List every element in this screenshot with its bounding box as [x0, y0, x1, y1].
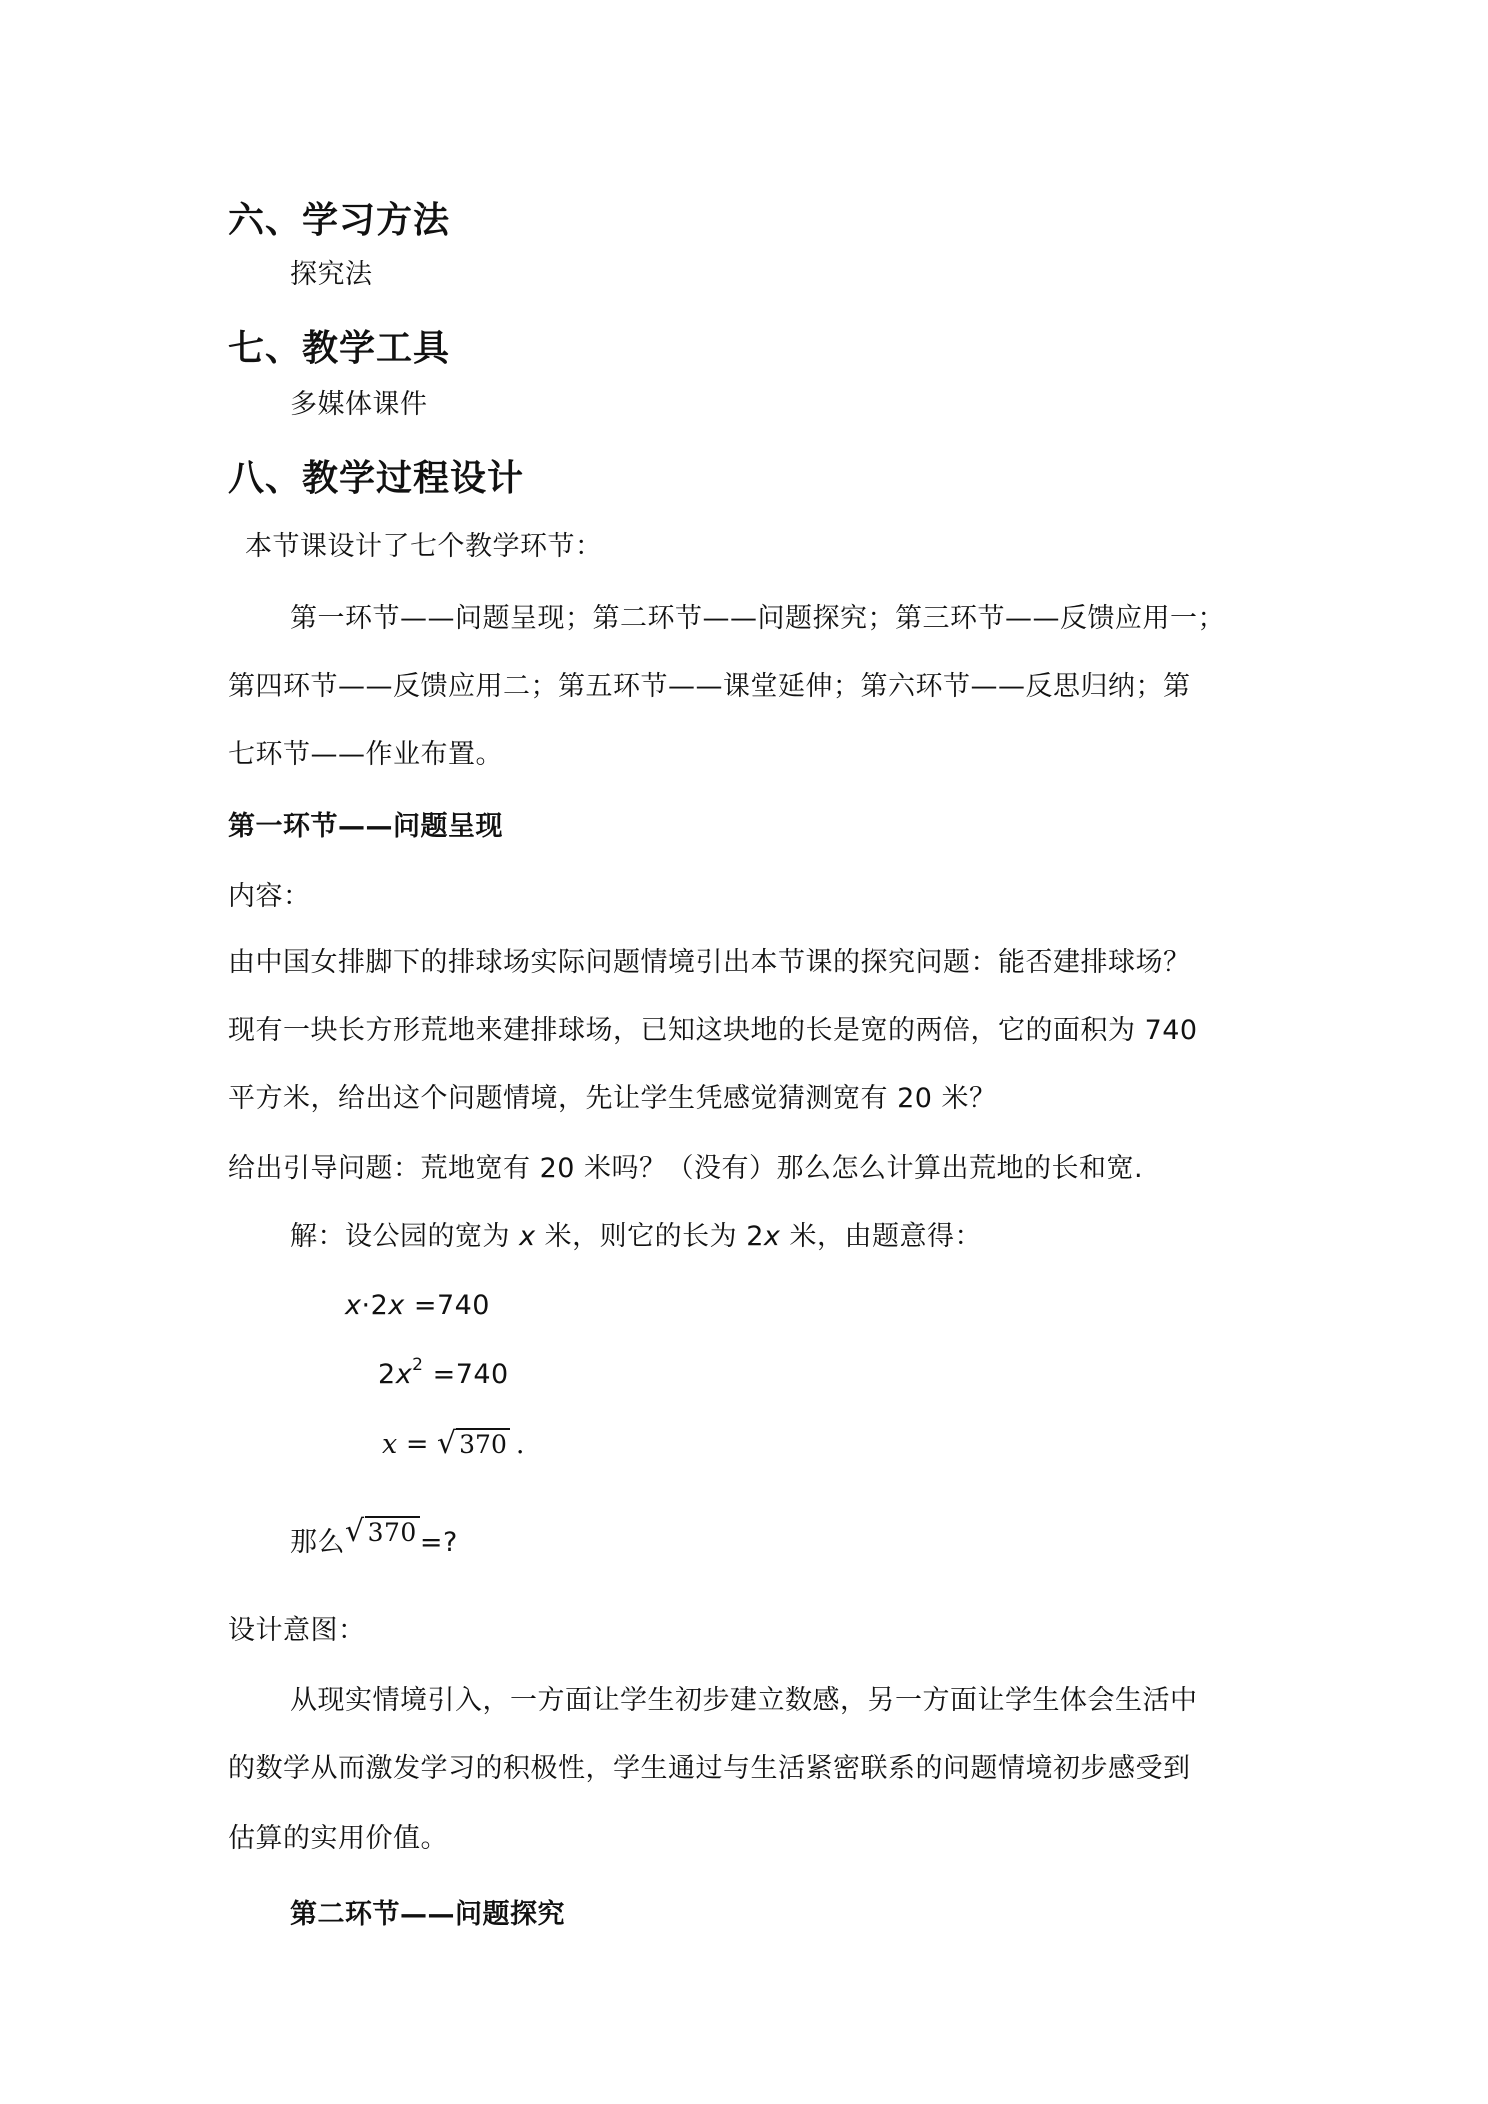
radical-sign-icon: √ — [437, 1426, 457, 1461]
eq-var: x — [395, 1359, 413, 1390]
eq-exponent: 2 — [412, 1355, 424, 1375]
solution-text: 米，则它的长为 2 — [535, 1221, 764, 1252]
solution-intro — [290, 1214, 982, 1253]
equation-2 — [378, 1355, 509, 1390]
eq-var: x — [388, 1290, 405, 1321]
solution-text: 米，由题意得： — [780, 1221, 982, 1252]
eq-part: =740 — [404, 1290, 490, 1321]
eq-var: x — [345, 1290, 362, 1321]
eq-part: 2 — [378, 1359, 396, 1390]
step1-title: 第一环节——问题呈现 — [228, 811, 503, 842]
process-list-line: 七环节——作业布置。 — [228, 739, 503, 770]
eq-var: x — [382, 1429, 398, 1460]
content-paragraph-line: 现有一块长方形荒地来建排球场，已知这块地的长是宽的两倍，它的面积为 740 — [228, 1015, 1198, 1046]
design-intent-label: 设计意图： — [228, 1615, 366, 1646]
radical-sign-icon: √ — [345, 1514, 365, 1549]
variable-x: x — [763, 1221, 781, 1252]
design-intent-line: 估算的实用价值。 — [228, 1823, 448, 1854]
equation-3 — [382, 1426, 524, 1461]
question-sqrt — [290, 1514, 458, 1559]
content-paragraph-line: 由中国女排脚下的排球场实际问题情境引出本节课的探究问题：能否建排球场？ — [228, 947, 1191, 978]
radicand: 370 — [456, 1428, 510, 1459]
learning-method-text: 探究法 — [290, 259, 373, 290]
design-intent-line: 从现实情境引入，一方面让学生初步建立数感，另一方面让学生体会生活中 — [290, 1685, 1198, 1716]
variable-x: x — [519, 1221, 536, 1252]
heading-teaching-process: 八、教学过程设计 — [228, 458, 525, 499]
process-list-line: 第四环节——反馈应用二；第五环节——课堂延伸；第六环节——反思归纳；第 — [228, 671, 1191, 702]
eq-part: ·2 — [361, 1290, 389, 1321]
sqrt-expression — [345, 1514, 420, 1549]
teaching-tools-text: 多媒体课件 — [290, 389, 428, 420]
radicand: 370 — [365, 1516, 420, 1547]
question-text: 那么 — [290, 1527, 345, 1558]
eq-part: . — [515, 1429, 525, 1460]
sqrt-expression — [437, 1426, 510, 1461]
heading-learning-method: 六、学习方法 — [228, 200, 451, 241]
step2-title: 第二环节——问题探究 — [290, 1899, 565, 1930]
eq-part: = — [397, 1429, 438, 1460]
equation-1 — [345, 1290, 490, 1321]
content-paragraph-line: 平方米，给出这个问题情境，先让学生凭感觉猜测宽有 20 米？ — [228, 1083, 997, 1114]
process-list-line: 第一环节——问题呈现；第二环节——问题探究；第三环节——反馈应用一； — [290, 603, 1225, 634]
guiding-question: 给出引导问题：荒地宽有 20 米吗？（没有）那么怎么计算出荒地的长和宽. — [228, 1153, 1144, 1184]
design-intent-line: 的数学从而激发学习的积极性，学生通过与生活紧密联系的问题情境初步感受到 — [228, 1753, 1191, 1784]
heading-teaching-tools: 七、教学工具 — [228, 328, 451, 369]
process-intro: 本节课设计了七个教学环节： — [245, 531, 603, 562]
question-text: =? — [419, 1527, 458, 1558]
eq-part: =740 — [423, 1359, 509, 1390]
solution-text: 解：设公园的宽为 — [290, 1221, 520, 1252]
content-label: 内容： — [228, 881, 311, 912]
